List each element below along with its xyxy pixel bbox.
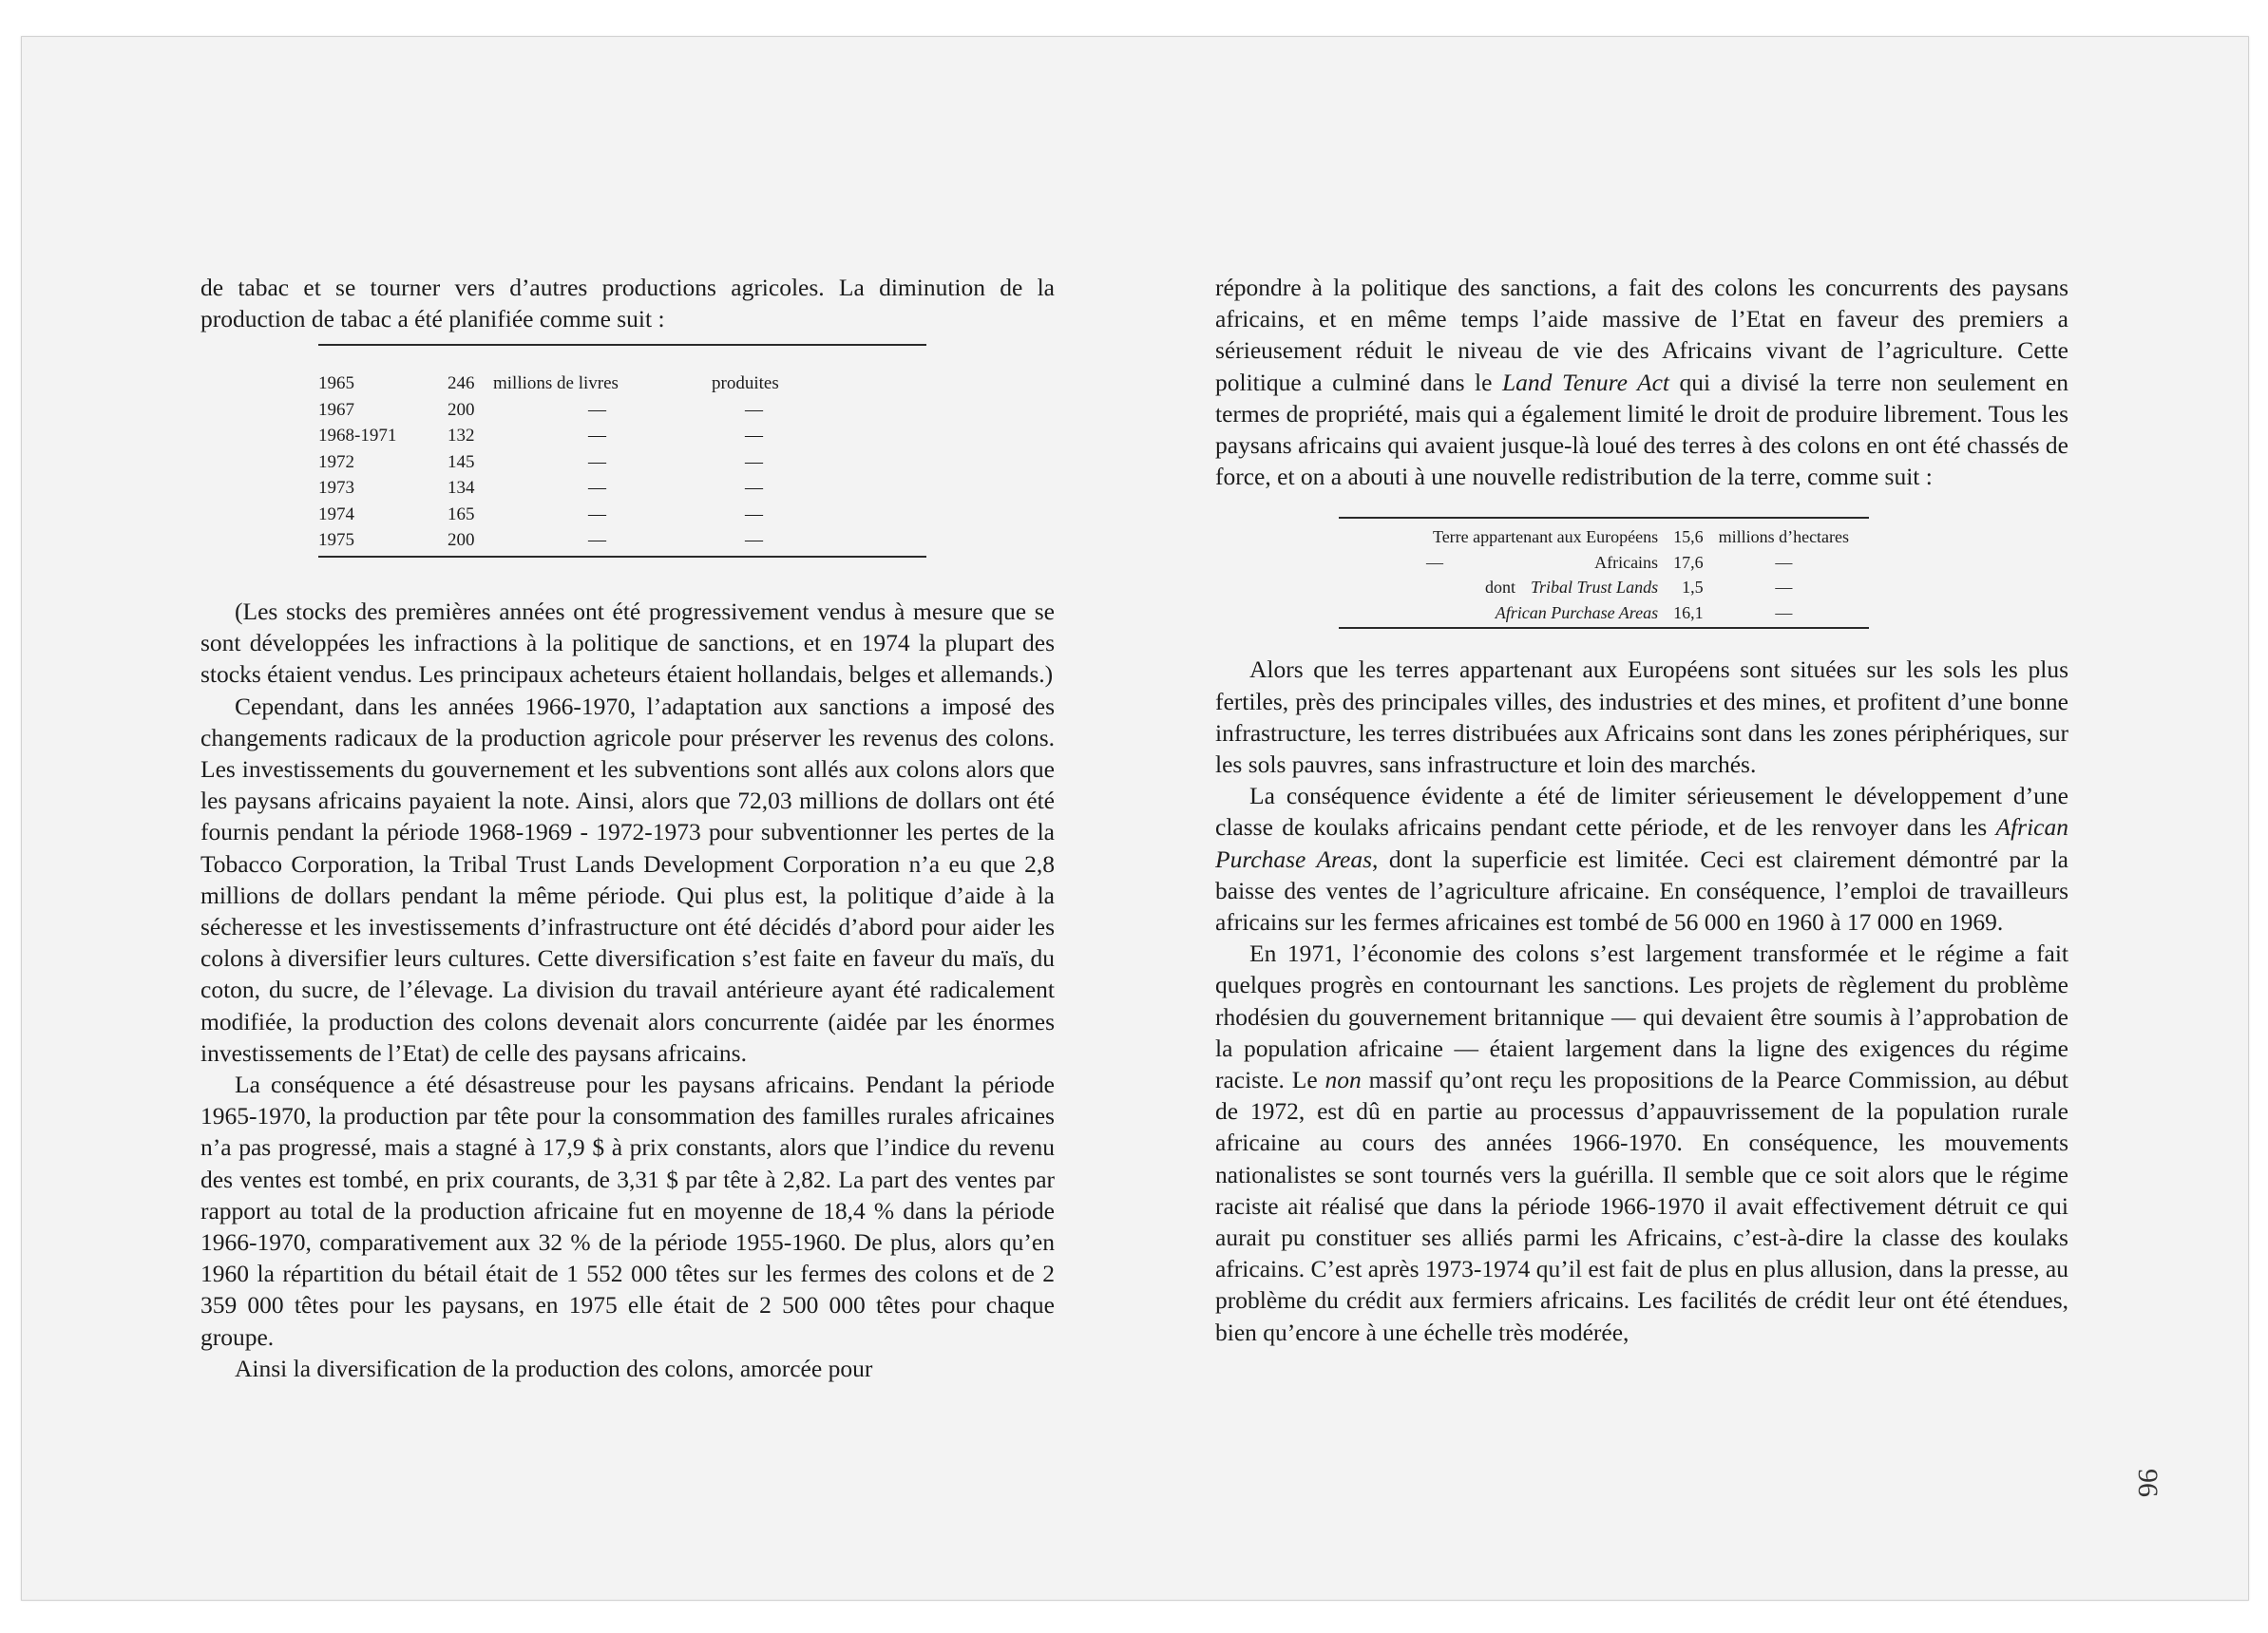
table-row [1346,524,1857,550]
land-table-top-rule [1339,517,1869,519]
table-cell: 134 [448,478,475,499]
table-cell: — [745,451,763,472]
table-row [1346,600,1857,626]
left-paragraph-1: (Les stocks des premières années ont été progressivement vendus à mesure que se sont développées les infractions à la politique de sanctions, et en 1974 la plupart des stocks étaient vendus. Les principaux acheteurs étaient hollandais, belges et allemands.) [200,597,1055,689]
right-paragraph-2-emphasis: African Purchase Areas [1215,813,2068,873]
right-column [1215,272,2068,1348]
right-intro [1215,272,2068,492]
table-row [1346,575,1857,600]
right-paragraph-3 [1215,938,2068,1348]
table-bottom-rule [318,556,926,558]
table-cell: — [1775,552,1793,572]
table-cell: Tribal Trust Lands [1531,578,1659,598]
table-cell: — [588,426,606,446]
page-number: 96 [2132,1469,2163,1497]
left-paragraph-2: Cependant, dans les années 1966-1970, l’adaptation aux sanctions a imposé des changements radicaux de la production agricole pour préserver les revenus des colons. Les investissements du gouvernement et les subventions sont allés aux colons alors que les paysans africains payaient la note. Ainsi, alors que 72,03 millions de dollars ont été fournis pendant la période 1968-1969 - 1972-1973 pour subventionner les pertes de la Tobacco Corporation, la Tribal Trust Lands Development Corporation n’a eu que 2,8 millions de dollars pendant la même période. Qui plus est, la politique d’aide à la sécheresse et les investissements d’infrastructure ont été décidés d’abord pour aider les colons à diversifier leurs cultures. Cette diversification s’est faite en faveur du maïs, du coton, du sucre, de l’élevage. La division du travail antérieure ayant été radicalement modifiée, la production des colons devenait alors concurrente (aidée par les énormes investissements de l’Etat) de celle des paysans africains. [200,692,1055,1067]
table-cell: — [588,478,606,499]
table-cell: 1975 [318,530,354,551]
right-paragraph-2 [1215,780,2068,938]
table-row [318,423,926,449]
table-cell: 17,6 [1673,552,1704,572]
table-cell: 1972 [318,451,354,472]
table-cell: 1967 [318,399,354,420]
table-cell: 1974 [318,503,354,524]
table-cell: — [588,503,606,524]
right-intro-emphasis: Land Tenure Act [1502,368,1669,396]
table-cell: — [1775,578,1793,598]
table-row [1346,550,1857,576]
table-row [318,475,926,502]
table-top-rule [318,344,926,346]
table-cell: 132 [448,426,475,446]
table-cell: 200 [448,399,475,420]
table-cell: 165 [448,503,475,524]
table-row [318,527,926,554]
right-paragraph-3-text-b: massif qu’ont reçu les propositions de la Pearce Commission, au début de 1972, est dû en partie au processus d’appauvrissement de la population rurale africaine au cours des années 1966-1970. En conséquence, les mouvements nationalistes se sont tournés vers la guérilla. Il semble que ce soit alors que le régime raciste ait réalisé que dans la période 1966-1970 il avait effectivement détruit ce qui aurait pu constituer ses alliés parmi les Africains, c’est-à-dire la classe des koulaks africains. C’est après 1973-1974 qu’il est fait de plus en plus allusion, dans la presse, au problème du crédit aux fermiers africains. Les facilités de crédit leur ont été étendues, bien qu’encore à une échelle très modérée, [1215,1066,2068,1346]
table-cell: dont [1484,578,1515,598]
table-row [318,370,926,397]
table-cell: — [588,530,606,551]
right-paragraph-2-text-b: , dont la superficie est limitée. Ceci est clairement démontré par la baisse des ventes de l’agriculture africaine. En conséquence, l’emploi de travailleurs africains sur les fermes africaines est tombé de 56 000 en 1960 à 17 000 en 1969. [1215,845,2069,937]
table-cell: — [745,530,763,551]
table-cell: — [745,478,763,499]
right-intro-text-b: qui a divisé la terre non seulement en termes de propriété, mais qui a également limité le droit de produire librement. Tous les paysans africains qui avaient jusque-là loué des terres à des colons en ont été chassés de force, et on a abouti à une nouvelle redistribution de la terre, comme suit : [1215,368,2068,491]
left-intro: de tabac et se tourner vers d’autres productions agricoles. La diminution de la production de tabac a été planifiée comme suit : [200,274,1055,333]
table-cell: — [588,451,606,472]
right-paragraph-3-emphasis: non [1325,1066,1362,1094]
left-column [200,272,1055,1384]
table-cell: — [745,426,763,446]
table-cell: 200 [448,530,475,551]
table-row [318,397,926,424]
table-cell: 1968-1971 [318,426,397,446]
table-row [318,449,926,476]
table-cell: 1965 [318,373,354,394]
left-paragraph-4: Ainsi la diversification de la production des colons, amorcée pour [235,1354,873,1382]
table-cell: Terre appartenant aux Européens [1432,527,1659,547]
table-cell: 1973 [318,478,354,499]
table-cell: produites [712,373,779,394]
table-row [318,502,926,528]
land-distribution-table [1346,524,1857,625]
table-cell: — [1775,602,1793,622]
table-cell: 145 [448,451,475,472]
table-cell: — [745,399,763,420]
table-cell: millions d’hectares [1718,527,1850,547]
right-paragraph-3-text-a: En 1971, l’économie des colons s’est largement transformée et le régime a fait quelques progrès en contournant les sanctions. Les projets de règlement du problème rhodésien du gouvernement britannique — qui devaient être soumis à l’approbation de la population africaine — étaient largement dans la ligne des exigences du régime raciste. Le [1215,940,2068,1094]
table-cell: — [1426,552,1443,572]
left-paragraph-3: La conséquence a été désastreuse pour les paysans africains. Pendant la période 1965-1970, la production par tête pour la consommation des familles rurales africaines n’a pas progressé, mais a stagné à 17,9 $ à prix constants, alors que l’indice du revenu des ventes est tombé, en prix courants, de 3,31 $ par tête à 2,82. La part des ventes par rapport au total de la production africaine fut en moyenne de 18,4 % dans la période 1966-1970, comparativement aux 32 % de la période 1955-1960. De plus, alors qu’en 1960 la répartition du bétail était de 1 552 000 têtes sur les fermes des colons et de 2 359 000 têtes pour les paysans, en 1975 elle était de 2 500 000 têtes pour chaque groupe. [200,1070,1055,1351]
right-paragraph-1: Alors que les terres appartenant aux Européens sont situées sur les sols les plus fertiles, près des principales villes, des industries et des mines, et profitent d’une bonne infrastructure, les terres distribuées aux Africains sont dans les zones périphériques, sur les sols pauvres, sans infrastructure et loin des marchés. [1215,655,2068,779]
document-page [21,36,2249,1601]
table-cell: 15,6 [1673,527,1704,547]
table-cell: African Purchase Areas [1495,602,1659,622]
table-cell: millions de livres [493,373,619,394]
table-cell: 246 [448,373,475,394]
table-cell: — [588,399,606,420]
table-cell: Africains [1594,552,1659,572]
table-cell: 16,1 [1673,602,1704,622]
table-cell: — [745,503,763,524]
land-table-bottom-rule [1339,627,1869,629]
right-intro-text-a: répondre à la politique des sanctions, a fait des colons les concurrents des paysans africains, et en même temps l’aide massive de l’Etat en faveur des premiers a sérieusement réduit le niveau de vie des Africains vivant de l’agriculture. Cette politique a culminé dans le [1215,274,2068,396]
right-paragraph-2-text-a: La conséquence évidente a été de limiter sérieusement le développement d’une classe de koulaks africains pendant cette période, et de les renvoyer dans les [1215,782,2068,842]
tobacco-production-table [318,370,926,554]
table-cell: 1,5 [1682,578,1704,598]
